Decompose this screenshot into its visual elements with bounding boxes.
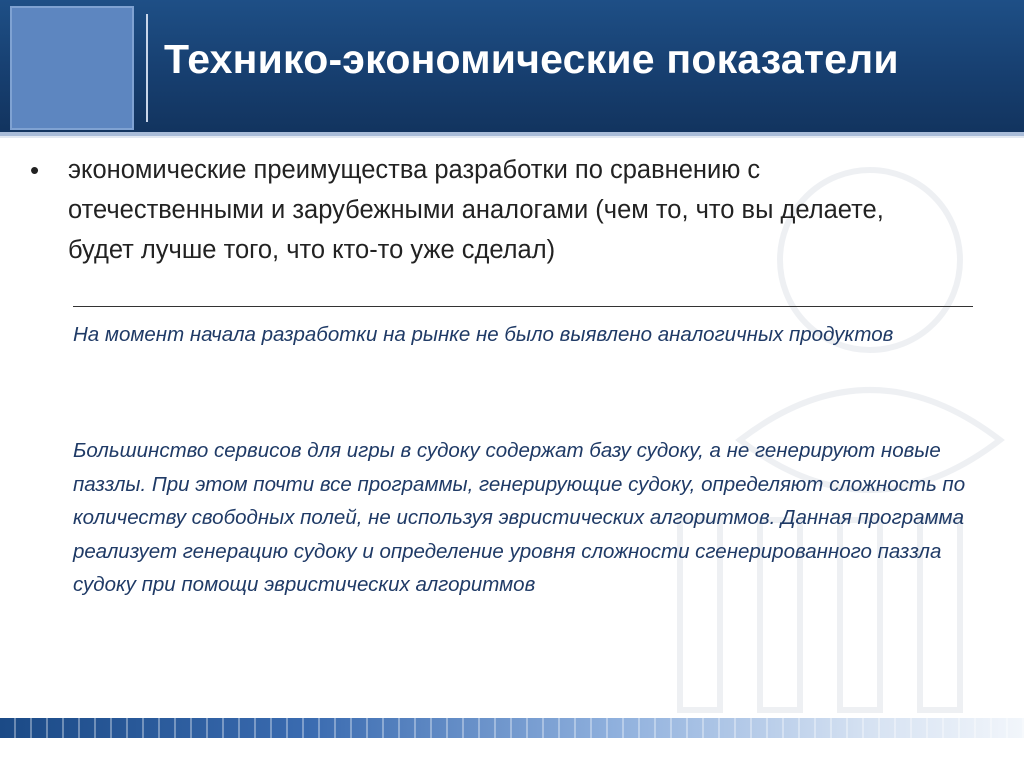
- paragraph-description: Большинство сервисов для игры в судоку содержат базу судоку, а не генерируют новые паззлы. При этом почти все программы, генерирующие судоку, определяют сложность по количеству свободных полей, не используя эвристических алгоритмов. Данная программа реализует генерацию судоку и определение уровня сложности сгенерированного паззла судоку при помощи эвристических алгоритмов: [73, 439, 966, 596]
- separator-line: [73, 306, 973, 307]
- bullet-text: экономические преимущества разработки по сравнению с отечественными и зарубежными аналогами (чем то, что вы делаете, будет лучше того, что кто-то уже сделал): [68, 156, 884, 264]
- footer-stripes: [0, 718, 1024, 738]
- slide-title: Технико-экономические показатели: [164, 36, 899, 82]
- paragraph-analogues: На момент начала разработки на рынке не было выявлено аналогичных продуктов: [73, 323, 894, 346]
- header-band: [0, 0, 1024, 132]
- bullet-dot-icon: •: [30, 155, 40, 185]
- header-bottom-line-light: [0, 136, 1024, 138]
- header-accent-square: [10, 6, 134, 130]
- header-divider: [146, 14, 148, 122]
